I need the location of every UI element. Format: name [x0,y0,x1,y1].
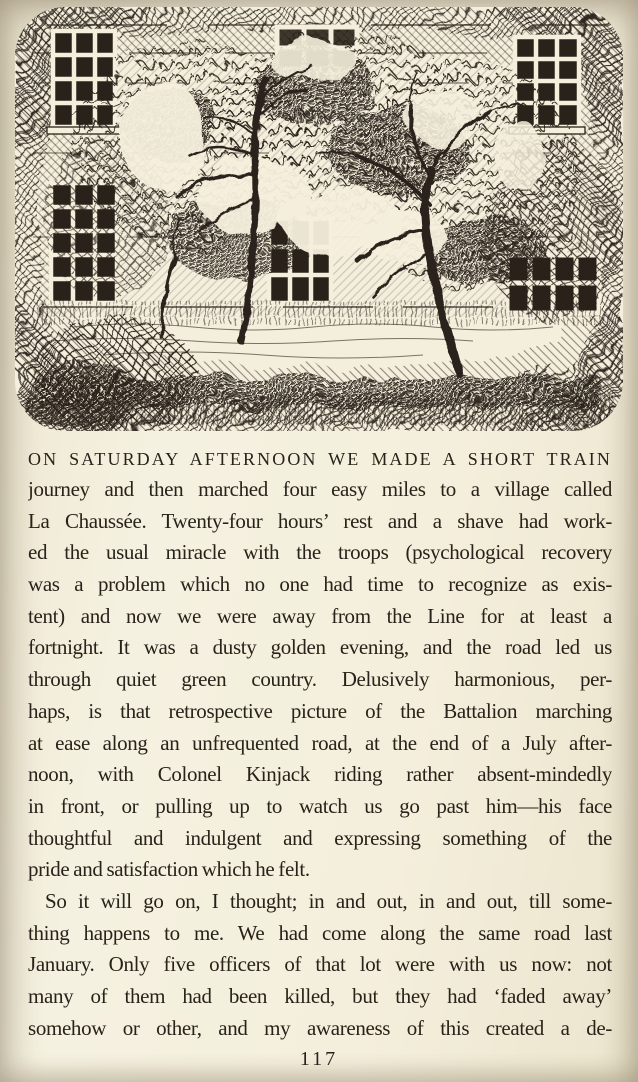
text-line-paragraph-start: So it will go on, I thought; in and out, in and out, till some- [45,888,612,913]
text-line: ed the usual miracle with the troops (psychological recovery [28,540,612,565]
body-text [28,444,612,1044]
text-line: thing happens to me. We had come along the same road last [28,920,612,945]
page-number: 117 [299,1048,339,1070]
text-line: somehow or other, and my awareness of this created a de- [28,1015,612,1040]
text-line: thoughtful and indulgent and expressing something of the [28,825,612,850]
text-line: in front, or pulling up to watch us go past him—his face [28,793,612,818]
chapter-opening-small-caps: ON SATURDAY AFTERNOON WE MADE A SHORT TRAIN [28,449,612,469]
text-line: through quiet green country. Delusively harmonious, per- [28,667,612,692]
chapter-illustration [13,5,625,435]
text-line-paragraph-end: pride and satisfaction which he felt. [28,857,310,882]
text-line: haps, is that retrospective picture of the Battalion marching [28,698,612,723]
text-line: fortnight. It was a dusty golden evening, and the road led us [28,635,612,660]
text-line: La Chaussée. Twenty-four hours’ rest and a shave had work- [28,508,612,533]
text-line: journey and then marched four easy miles to a village called [28,477,612,501]
text-line: noon, with Colonel Kinjack riding rather absent-mindedly [28,762,612,787]
text-line: many of them had been killed, but they had ‘faded away’ [28,984,612,1008]
text-line: January. Only five officers of that lot were with us now: not [28,952,612,977]
shrub-band-bottom [25,377,613,425]
text-line: was a problem which no one had time to recognize as exis- [28,572,612,597]
text-line: at ease along an unfrequented road, at the end of a July after- [28,730,612,755]
text-line: tent) and now we were away from the Line for at least a [28,603,612,628]
